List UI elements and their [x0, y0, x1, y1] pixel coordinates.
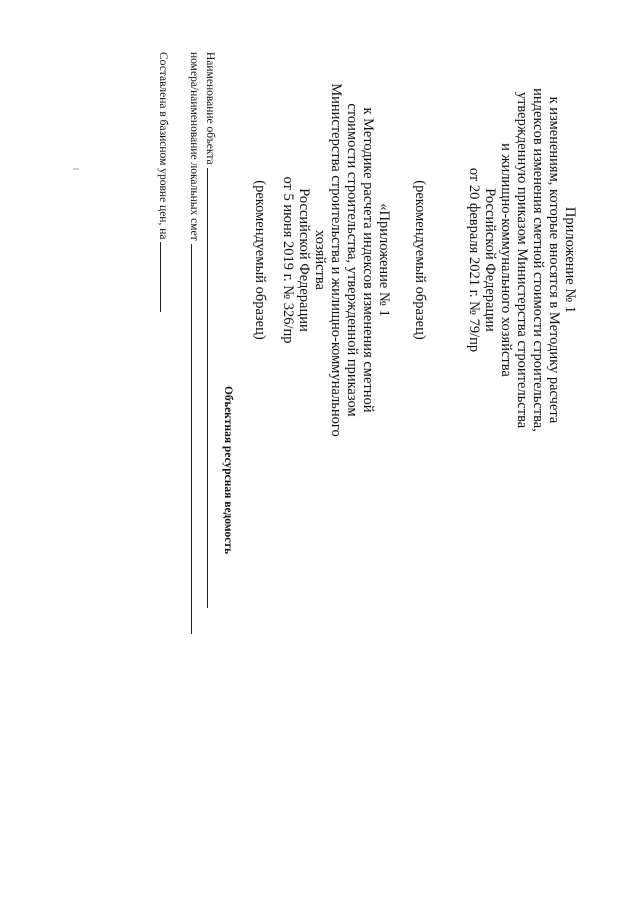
object-name-blank-line: [207, 168, 208, 608]
appendix-2-line: от 5 июня 2019 г. № 326/пр: [280, 176, 296, 344]
appendix-2-line: стоимости строительства, утвержденной приказом: [344, 103, 360, 417]
appendix-2-line: хозяйства: [312, 230, 328, 290]
appendix-1-header: [466, 50, 578, 470]
price-level-label: Составлена в базисном уровне цен, на: [157, 52, 169, 240]
appendix-1-line: к изменениям, которые вносятся в Методику расчета: [546, 96, 562, 424]
object-name-field: [204, 52, 216, 608]
sample-note-text: (рекомендуемый образец): [412, 180, 428, 340]
appendix-2-line: к Методике расчета индексов изменения сметной: [360, 107, 376, 413]
appendix-1-line: и жилищно-коммунального хозяйства: [498, 143, 514, 377]
appendix-1-line: Приложение № 1: [562, 206, 578, 314]
object-name-label: Наименование объекта: [204, 52, 216, 165]
price-level-field: [157, 52, 169, 312]
appendix-2-sample-note: [252, 50, 268, 470]
estimates-blank-line: [191, 244, 192, 634]
sample-note-text: (рекомендуемый образец): [252, 180, 268, 340]
appendix-1-line: от 20 февраля 2021 г. № 79/пр: [466, 167, 482, 353]
appendix-2-line: Министерства строительства и жилищно-коммунального: [328, 83, 344, 437]
appendix-1-line: Российской Федерации: [482, 188, 498, 332]
appendix-1-sample-note: [412, 50, 428, 470]
appendix-1-line: индексов изменения сметной стоимости строительства,: [530, 88, 546, 432]
estimates-label: номера/наименование локальных смет: [188, 52, 200, 241]
price-level-blank-line: [160, 242, 161, 312]
appendix-2-line: Российской Федерации: [296, 188, 312, 332]
appendix-2-header: [280, 50, 392, 470]
appendix-1-line: утвержденную приказом Министерства строительства: [514, 91, 530, 429]
appendix-2-line: «Приложение № 1: [376, 203, 392, 317]
estimates-field: [188, 52, 200, 634]
document-title: Объектная ресурсная ведомость: [222, 385, 234, 555]
scan-speck: [73, 168, 79, 170]
